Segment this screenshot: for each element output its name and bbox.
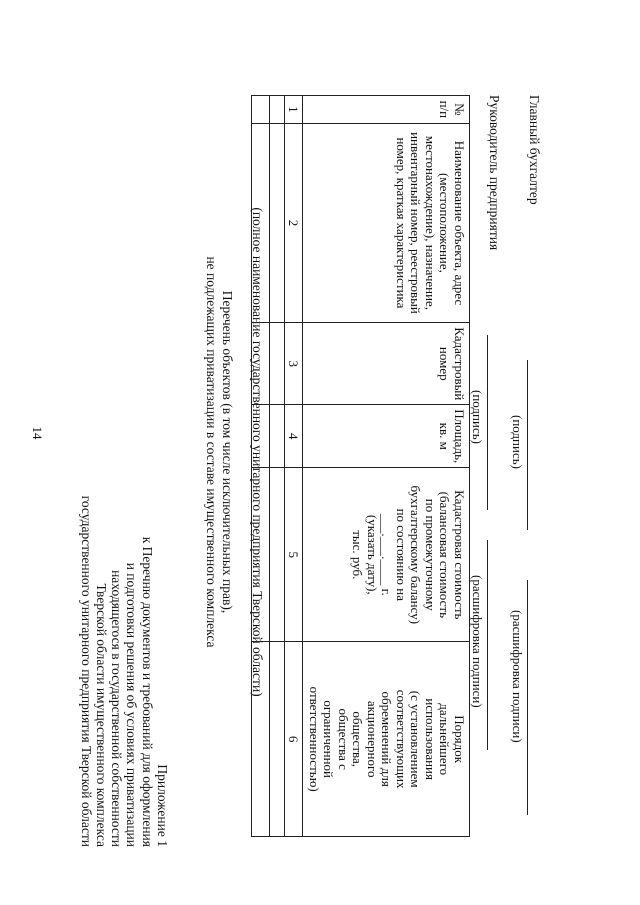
appendix-line: государственного унитарного предприятия Тверской области — [78, 495, 94, 847]
table-row — [270, 96, 285, 837]
table-cell — [270, 123, 285, 322]
page-number: 14 — [30, 426, 45, 440]
accountant-signature-caption: (подпись) — [510, 415, 525, 469]
appendix-line: к Перечню документов и требований для оформления — [139, 536, 155, 847]
appendix-line: находящегося в государственной собственности — [109, 570, 125, 847]
head-signature-block — [470, 95, 502, 855]
header-further-use: Порядок дальнейшего использования (с установлением соответствующих обременений для акционерного общества, общества с ограниченной ответственностью) — [303, 642, 470, 837]
table-cell — [252, 123, 270, 322]
head-signature-caption: (подпись) — [470, 390, 485, 444]
accountant-decode-line — [527, 580, 528, 815]
table-column-numbers-row — [285, 96, 303, 837]
objects-table — [252, 95, 471, 837]
column-number: 1 — [285, 96, 303, 124]
header-cadastral-number: Кадастровый номер — [303, 323, 470, 405]
head-signature-line — [487, 335, 488, 510]
column-number: 4 — [285, 405, 303, 468]
appendix-line: Тверской области имущественного комплекса — [93, 583, 109, 847]
header-number: № п/п — [303, 96, 470, 124]
header-object-name: Наименование объекта, адрес (местоположение, местонахождение), назначение, инвентарный номер, реестровый номер, краткая характеристика — [303, 123, 470, 322]
table-cell — [252, 642, 270, 837]
accountant-decode-caption: (расшифровка подписи) — [510, 610, 525, 743]
column-number: 2 — [285, 123, 303, 322]
column-number: 5 — [285, 468, 303, 642]
table-cell — [252, 96, 270, 124]
accountant-signature-line — [527, 360, 528, 530]
table-cell — [270, 96, 285, 124]
appendix-line: Приложение 1 — [155, 764, 170, 847]
head-decode-caption: (расшифровка подписи) — [470, 575, 485, 708]
table-cell — [252, 405, 270, 468]
head-label: Руководитель предприятия — [487, 95, 502, 251]
accountant-signature-block — [510, 95, 542, 855]
column-number: 3 — [285, 323, 303, 405]
organization-caption: (полное наименование государственного унитарного предприятия Тверской области) — [250, 207, 265, 697]
column-number: 6 — [285, 642, 303, 837]
table-cell — [270, 323, 285, 405]
head-decode-line — [487, 540, 488, 750]
table-row — [252, 96, 270, 837]
document-title — [203, 52, 235, 852]
appendix-header — [78, 247, 170, 847]
header-area: Площадь, кв. м — [303, 405, 470, 468]
table-cell — [270, 642, 285, 837]
header-cadastral-value: Кадастровая стоимость (балансовая стоимость по промежуточному бухгалтерскому балансу) по состоянию на ___.___.____ г. (указать дату), тыс. руб. — [303, 468, 470, 642]
table-cell — [252, 468, 270, 642]
table-header-row — [303, 96, 470, 837]
title-line-2: не подлежащих приватизации в составе имущественного комплекса — [204, 256, 219, 648]
table-cell — [270, 468, 285, 642]
title-line-1: Перечень объектов (в том числе исключительных прав), — [220, 290, 235, 614]
table-cell — [252, 323, 270, 405]
appendix-line: и подготовки решения об условиях приватизации — [124, 562, 140, 847]
accountant-label: Главный бухгалтер — [527, 95, 542, 205]
table-cell — [270, 405, 285, 468]
